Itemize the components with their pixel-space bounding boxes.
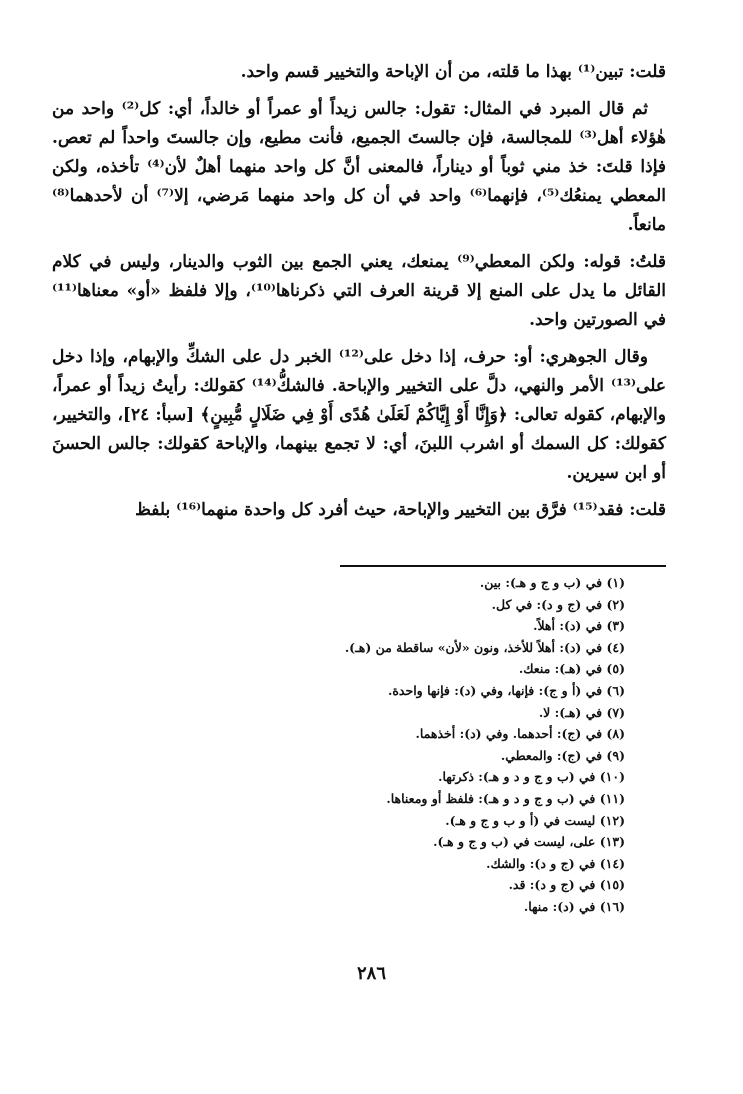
footnote-item: (٢) في (ج و د): في كل. (491, 596, 625, 612)
footnote-separator (340, 565, 666, 567)
footnote-item: (٥) في (هـ): منعك. (518, 661, 625, 677)
footnote-item: (١٦) في (د): منها. (523, 898, 625, 914)
paragraph-3: قلتُ: قوله: ولكن المعطي⁽⁹⁾ يمنعك، يعني الجمع بين الثوب والدينار، وليس في كلام القائل ما يدل على المنع إلا قرينة العرف التي ذكرناها⁽¹⁰⁾، وإلا فلفظ «أو» معناها⁽¹¹⁾ في الصورتين واحد. (52, 252, 666, 330)
footnote-item: (١١) في (ب و ج و د و هـ): فلفظ أو ومعناها. (386, 790, 625, 806)
page-number: ٢٨٦ (356, 963, 386, 984)
footnote-item: (٣) في (د): أهلاً. (533, 618, 625, 634)
paragraph-4: وقال الجوهري: أو: حرف، إذا دخل على⁽¹²⁾ الخبر دل على الشكِّ والإبهام، وإذا دخل على⁽¹³⁾ الأمر والنهي، دلَّ على التخيير والإباحة. فالشكُّ⁽¹⁴⁾ كقولك: رأيتُ زيداً أو عمراً، والإبهام، كقوله تعالى: ﴿وَإِنَّا أَوْ إِيَّاكُمْ لَعَلَىٰ هُدًى أَوْ فِي ضَلَالٍ مُّبِينٍ﴾ [سبأ: ٢٤]، والتخيير، كقولك: كل السمك أو اشرب اللبنَ، أي: لا تجمع بينهما، والإباحة كقولك: جالس الحسنَ أو ابن سيرين. (52, 347, 666, 483)
footnote-item: (٧) في (هـ): لا. (538, 704, 625, 720)
main-text-body (52, 58, 666, 533)
paragraph-2: ثم قال المبرد في المثال: تقول: جالس زيداً أو عمراً أو خالداً، أي: كل⁽²⁾ واحد من هٰؤلاء أهل⁽³⁾ للمجالسة، فإن جالستَ الجميع، فأنت مطيع، وإن جالستَ واحداً لم تعص. فإذا قلتَ: خذ مني ثوباً أو ديناراً، فالمعنى أنَّ كل واحد منهما أهلٌ لأن⁽⁴⁾ تأخذه، ولكن المعطي يمنعُك⁽⁵⁾، فإنهما⁽⁶⁾ واحد في أن كل واحد منهما مَرضي، إلا⁽⁷⁾ أن لأحدهما⁽⁸⁾ مانعاً. (52, 99, 666, 235)
footnote-item: (٨) في (ج): أحدهما. وفي (د): أخذهما. (415, 726, 625, 742)
footnote-item: (١٢) ليست في (أ و ب و ج و هـ). (445, 812, 625, 828)
footnote-item: (٩) في (ج): والمعطي. (500, 747, 625, 763)
footnote-item: (١٤) في (ج و د): والشك. (486, 855, 625, 871)
footnotes-list (145, 572, 625, 918)
footnote-item: (١٣) على، ليست في (ب و ج و هـ). (433, 834, 625, 850)
footnote-item: (١٠) في (ب و ج و د و هـ): ذكرتها. (438, 769, 625, 785)
paragraph-1: قلت: تبين⁽¹⁾ بهذا ما قلته، من أن الإباحة والتخيير قسم واحد. (240, 62, 666, 82)
footnote-item: (١٥) في (ج و د): قد. (508, 877, 625, 893)
footnote-item: (٤) في (د): أهلاً للأخذ، ونون «لأن» ساقطة من (هـ). (344, 639, 625, 655)
paragraph-5: قلت: فقد⁽¹⁵⁾ فرَّق بين التخيير والإباحة، حيث أفرد كل واحدة منهما⁽¹⁶⁾ بلفظ (135, 500, 666, 520)
footnote-item: (٦) في (أ و ج): فإنها، وفي (د): فإنها واحدة. (388, 682, 625, 698)
footnote-item: (١) في (ب و ج و هـ): بين. (479, 575, 625, 590)
